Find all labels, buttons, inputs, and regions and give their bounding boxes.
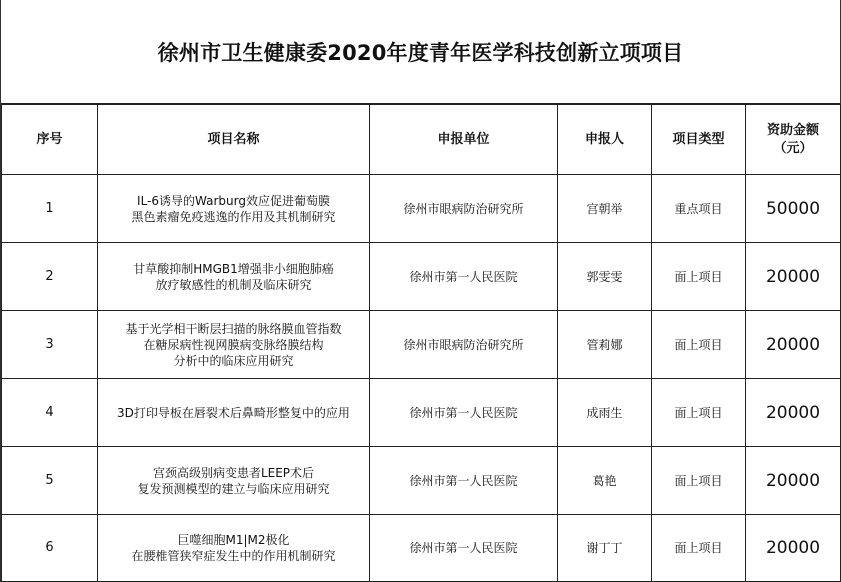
cell-name [98, 515, 370, 582]
cell-unit: 徐州市第一人民医院 [370, 379, 558, 447]
cell-type: 面上项目 [652, 243, 746, 311]
cell-amount: 20000 [746, 447, 841, 515]
cell-type: 面上项目 [652, 379, 746, 447]
table-header-row [2, 105, 841, 175]
cell-unit: 徐州市第一人民医院 [370, 515, 558, 582]
cell-type: 面上项目 [652, 447, 746, 515]
cell-name-line: 黑色素瘤免疫逃逸的作用及其机制研究 [131, 209, 336, 224]
cell-seq: 5 [2, 447, 98, 515]
table-row [2, 243, 841, 311]
cell-seq: 3 [2, 311, 98, 379]
project-table [1, 104, 841, 582]
cell-name [98, 447, 370, 515]
cell-name [98, 379, 370, 447]
cell-unit: 徐州市第一人民医院 [370, 243, 558, 311]
cell-unit: 徐州市眼病防治研究所 [370, 175, 558, 243]
header-seq: 序号 [2, 105, 98, 175]
cell-seq: 4 [2, 379, 98, 447]
cell-type: 面上项目 [652, 515, 746, 582]
cell-name-line: 宫颈高级别病变患者LEEP术后 [152, 465, 315, 480]
cell-amount: 20000 [746, 515, 841, 582]
cell-name-line: 放疗敏感性的机制及临床研究 [155, 277, 312, 292]
cell-name-line: 在腰椎管狭窄症发生中的作用机制研究 [131, 549, 336, 563]
cell-name-line: 复发预测模型的建立与临床应用研究 [137, 481, 330, 496]
header-amount [746, 105, 841, 175]
cell-applicant: 管莉娜 [558, 311, 652, 379]
cell-seq: 2 [2, 243, 98, 311]
cell-unit: 徐州市眼病防治研究所 [370, 311, 558, 379]
cell-applicant: 谢丁丁 [558, 515, 652, 582]
header-applicant: 申报人 [558, 105, 652, 175]
table-row [2, 175, 841, 243]
table-row [2, 515, 841, 582]
cell-name [98, 243, 370, 311]
cell-applicant: 葛艳 [558, 447, 652, 515]
header-amount-line2: （元） [773, 140, 813, 156]
page-title: 徐州市卫生健康委2020年度青年医学科技创新立项项目 [1, 0, 840, 104]
header-type: 项目类型 [652, 105, 746, 175]
header-amount-line1: 资助金额 [766, 122, 819, 138]
cell-name-line: 3D打印导板在唇裂术后鼻畸形整复中的应用 [117, 405, 350, 420]
table-row [2, 311, 841, 379]
cell-seq: 1 [2, 175, 98, 243]
cell-name-line: 甘草酸抑制HMGB1增强非小细胞肺癌 [133, 261, 334, 276]
cell-amount: 20000 [746, 379, 841, 447]
cell-name-line: 分析中的临床应用研究 [173, 353, 294, 368]
header-unit: 申报单位 [370, 105, 558, 175]
table-row [2, 379, 841, 447]
cell-amount: 50000 [746, 175, 841, 243]
cell-unit: 徐州市第一人民医院 [370, 447, 558, 515]
cell-name-line: IL-6诱导的Warburg效应促进葡萄膜 [137, 193, 330, 208]
cell-name-line: 巨噬细胞M1|M2极化 [177, 533, 290, 547]
cell-applicant: 郭雯雯 [558, 243, 652, 311]
table-row [2, 447, 841, 515]
cell-name [98, 311, 370, 379]
cell-applicant: 成雨生 [558, 379, 652, 447]
cell-amount: 20000 [746, 243, 841, 311]
cell-name-line: 基于光学相干断层扫描的脉络膜血管指数 [125, 321, 342, 336]
cell-name [98, 175, 370, 243]
cell-type: 面上项目 [652, 311, 746, 379]
header-name: 项目名称 [98, 105, 370, 175]
cell-amount: 20000 [746, 311, 841, 379]
cell-seq: 6 [2, 515, 98, 582]
cell-type: 重点项目 [652, 175, 746, 243]
cell-name-line: 在糖尿病性视网膜病变脉络膜结构 [143, 337, 324, 352]
cell-applicant: 宫朝举 [558, 175, 652, 243]
